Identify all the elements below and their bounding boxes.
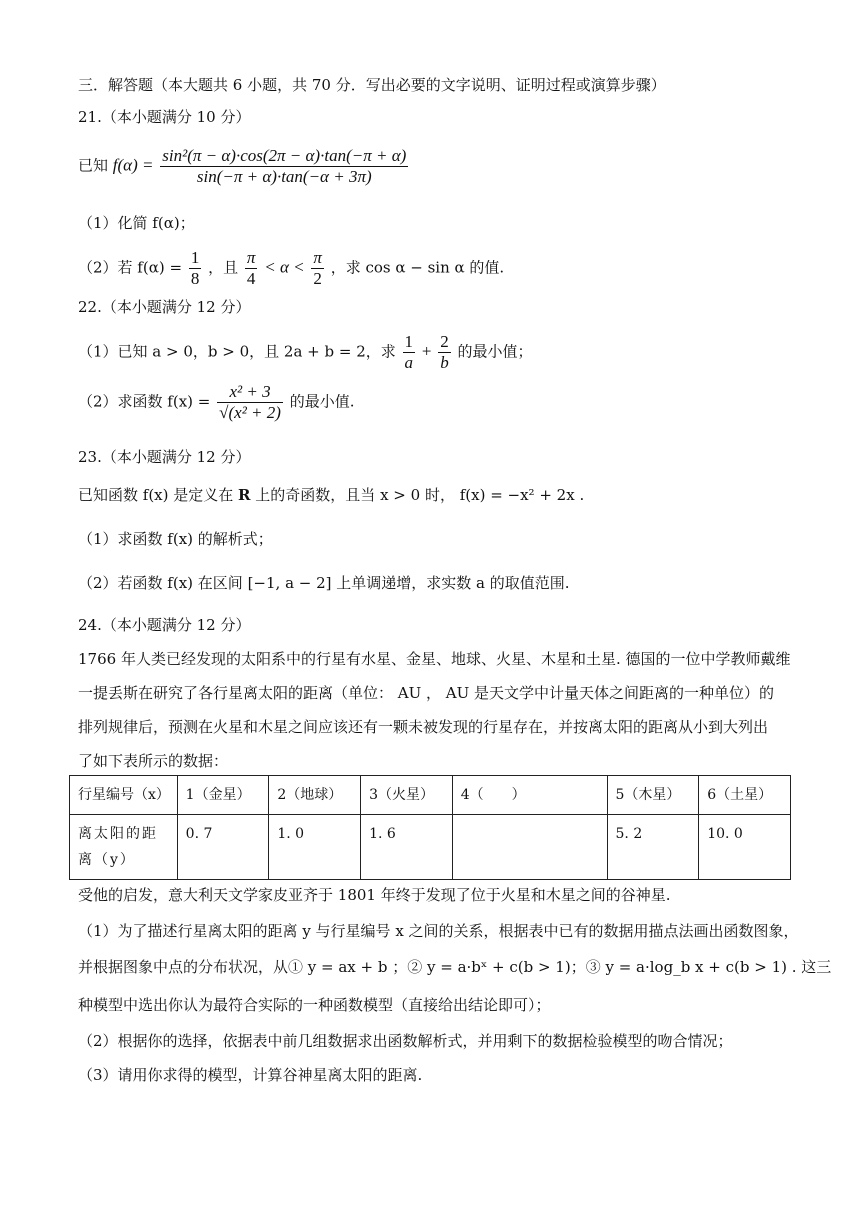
table-row — [70, 815, 791, 880]
q24-part2: （2）根据你的选择，依据表中前几组数据求出函数解析式，并用剩下的数据检验模型的吻合情况； — [78, 1032, 733, 1050]
q21-range-right-num: π — [313, 248, 322, 267]
q21-range-mid: < α < — [264, 257, 305, 277]
q24-para-line2: 一提丢斯在研究了各行星离太阳的距离（单位： AU ， AU 是天文学中计量天体之间距离的一种单位）的 — [78, 684, 775, 702]
q24-part1-line1: （1）为了描述行星离太阳的距离 y 与行星编号 x 之间的关系，根据表中已有的数据用描点法画出函数图象， — [78, 922, 799, 940]
table-cell: 1. 6 — [361, 815, 453, 880]
q23-stem-real-set: R — [238, 486, 251, 504]
q22-frac1-num: 1 — [404, 332, 414, 351]
q24-header: 24.（本小题满分 12 分） — [78, 616, 251, 634]
q24-para-line1: 1766 年人类已经发现的太阳系中的行星有水星、金星、地球、火星、木星和土星. 德国的一位中学教师戴维 — [78, 650, 791, 668]
q22-frac1-den: a — [404, 353, 414, 372]
table-cell: 0. 7 — [177, 815, 269, 880]
q21-part2-prefix: （2）若 f(α) = — [78, 258, 183, 277]
q21-given-prefix: 已知 — [78, 156, 109, 175]
q21-range-left — [245, 248, 258, 289]
q22-part2-prefix: （2）求函数 f(x) = — [78, 392, 211, 411]
table-cell: 10. 0 — [699, 815, 791, 880]
q22-part2-den: √(x² + 2) — [219, 403, 281, 422]
q22-plus: + — [421, 341, 432, 361]
table-row-header: 行星编号（x） — [70, 776, 178, 815]
q22-part1 — [78, 332, 533, 373]
q21-formula-fraction — [160, 146, 408, 187]
q21-part2-frac-num: 1 — [190, 248, 200, 267]
q24-para-line3: 排列规律后，预测在火星和木星之间应该还有一颗未被发现的行星存在，并按离太阳的距离从小到大列出 — [78, 718, 769, 736]
q21-part2-fraction — [189, 248, 202, 289]
q21-given — [78, 146, 410, 187]
q22-part2 — [78, 382, 355, 423]
q24-part1-line3: 种模型中选出你认为最符合实际的一种函数模型（直接给出结论即可）； — [78, 996, 551, 1014]
q21-part2-suffix: ，求 cos α − sin α 的值. — [330, 258, 505, 277]
q22-part2-fraction — [217, 382, 283, 423]
q21-formula-lhs: f(α) = — [112, 155, 154, 175]
table-cell: 5. 2 — [607, 815, 699, 880]
table-cell: 6（土星） — [699, 776, 791, 815]
q21-range-right — [311, 248, 324, 289]
table-cell: 4（ ） — [452, 776, 607, 815]
q21-range-left-num: π — [246, 248, 256, 267]
q24-para-line4: 了如下表所示的数据： — [78, 752, 229, 770]
q21-part2-frac-den: 8 — [190, 269, 200, 288]
q22-frac2-num: 2 — [440, 332, 449, 351]
q21-formula-numerator: sin²(π − α)·cos(2π − α)·tan(−π + α) — [162, 146, 407, 165]
q22-header: 22.（本小题满分 12 分） — [78, 298, 251, 316]
q21-formula-denominator: sin(−π + α)·tan(−α + 3π) — [196, 167, 372, 186]
q21-range-left-den: 4 — [246, 269, 256, 288]
q21-part2-mid: ，且 — [208, 258, 239, 277]
q21-part1: （1）化简 f(α)； — [78, 214, 195, 232]
q23-part2: （2）若函数 f(x) 在区间 [−1, a − 2] 上单调递增，求实数 a 的取值范围. — [78, 574, 570, 592]
q22-part2-num: x² + 3 — [217, 382, 283, 403]
q23-header: 23.（本小题满分 12 分） — [78, 448, 251, 466]
q24-after-table: 受他的启发，意大利天文学家皮亚齐于 1801 年终于发现了位于火星和木星之间的谷神星. — [78, 886, 671, 904]
q22-part1-suffix: 的最小值； — [457, 342, 533, 361]
q24-part1-line2: 并根据图象中点的分布状况，从① y = ax + b ；② y = a·bˣ + c(b > 1)；③ y = a·log_b x + c(b > 1) . 这三 — [78, 958, 832, 976]
planet-distance-table — [69, 775, 791, 880]
q23-part1: （1）求函数 f(x) 的解析式； — [78, 530, 273, 548]
q22-part1-prefix: （1）已知 a > 0，b > 0，且 2a + b = 2，求 — [78, 342, 396, 361]
q22-frac2-den: b — [440, 353, 449, 372]
table-cell: 3（火星） — [361, 776, 453, 815]
q22-frac1 — [403, 332, 416, 373]
q21-header: 21.（本小题满分 10 分） — [78, 108, 251, 126]
table-cell — [452, 815, 607, 880]
q24-part3: （3）请用你求得的模型，计算谷神星离太阳的距离. — [78, 1066, 423, 1084]
q23-stem-part2: 上的奇函数，且当 x > 0 时， f(x) = −x² + 2x . — [255, 486, 585, 504]
q21-part2 — [78, 248, 504, 289]
table-cell: 1（金星） — [177, 776, 269, 815]
q22-part2-suffix: 的最小值. — [289, 392, 355, 411]
table-row-header: 离太阳的距离（y） — [70, 815, 178, 880]
table-cell: 1. 0 — [269, 815, 361, 880]
table-row — [70, 776, 791, 815]
table-cell: 2（地球） — [269, 776, 361, 815]
q21-range-right-den: 2 — [313, 269, 322, 288]
section-heading: 三．解答题（本大题共 6 小题，共 70 分．写出必要的文字说明、证明过程或演算步骤） — [78, 76, 666, 94]
q23-stem-part1: 已知函数 f(x) 是定义在 — [78, 486, 234, 504]
q22-frac2 — [438, 332, 451, 373]
q23-stem — [78, 484, 584, 506]
table-cell: 5（木星） — [607, 776, 699, 815]
